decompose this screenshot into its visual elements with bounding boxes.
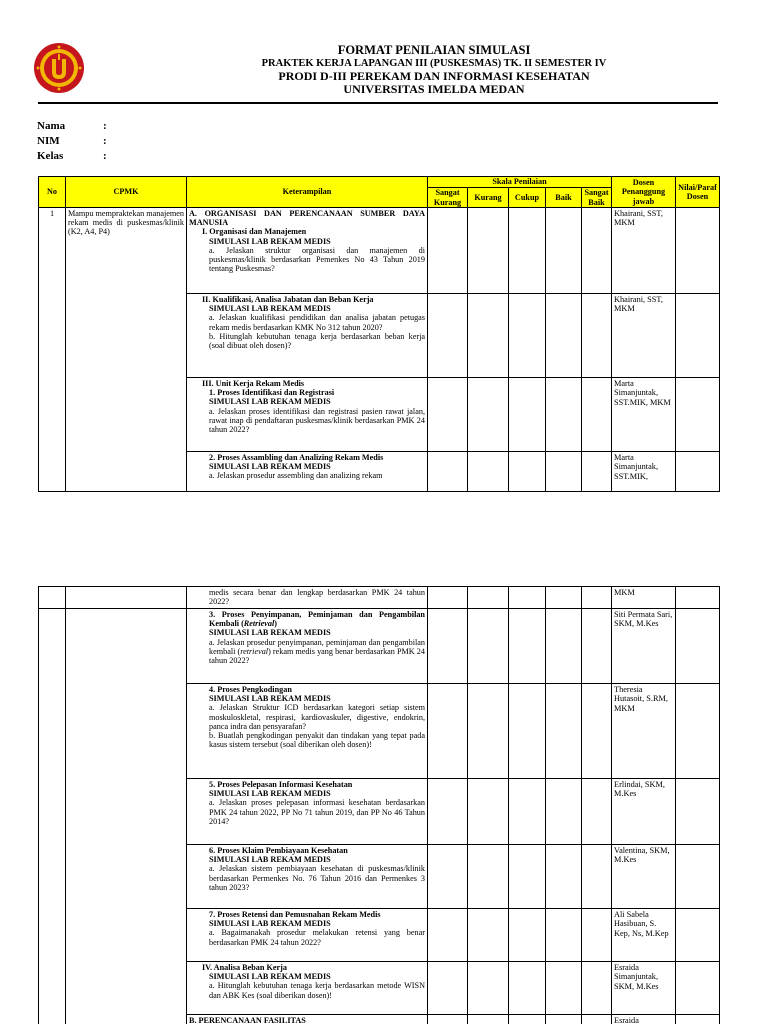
score-cell[interactable] [468,962,509,1015]
score-cell[interactable] [546,845,582,909]
lecturer-name: Marta Simanjuntak, SST.MIK, MKM [612,378,676,452]
document-title: FORMAT PENILAIAN SIMULASI [337,43,531,57]
item-subheading: 2. Proses Assambling dan Analizing Rekam Medis [209,453,384,462]
cpmk-cell [66,609,187,1024]
score-cell[interactable] [428,909,468,962]
signature-cell[interactable] [676,684,720,779]
lab-label: SIMULASI LAB REKAM MEDIS [209,919,331,929]
lab-label: SIMULASI LAB REKAM MEDIS [209,236,331,246]
skill-item [187,378,428,452]
program-line: PRAKTEK KERJA LAPANGAN III (PUSKESMAS) TK. II SEMESTER IV [261,58,607,69]
score-cell[interactable] [546,378,582,452]
skill-item [187,208,428,294]
score-cell[interactable] [468,684,509,779]
signature-cell[interactable] [676,845,720,909]
score-cell[interactable] [582,378,612,452]
col-cukup: Cukup [509,188,546,208]
skill-item [187,779,428,845]
score-cell[interactable] [509,1015,546,1024]
signature-cell[interactable] [676,909,720,962]
score-cell[interactable] [428,208,468,294]
col-baik: Baik [546,188,582,208]
score-cell[interactable] [582,452,612,492]
score-cell[interactable] [468,294,509,378]
item-heading: IV. Analisa Beban Kerja [202,963,287,972]
score-cell[interactable] [428,684,468,779]
nim-colon: : [103,135,107,147]
score-cell[interactable] [546,452,582,492]
nama-label: Nama [37,120,66,132]
score-cell[interactable] [509,962,546,1015]
score-cell[interactable] [509,294,546,378]
score-cell[interactable] [582,208,612,294]
signature-cell[interactable] [676,208,720,294]
signature-cell[interactable] [676,962,720,1015]
item-question: a. Jelaskan proses identifikasi dan registrasi pasien rawat jalan, rawat inap di pendaftaran puskesmas/klinik berdasarkan PMK 24 tahun 2022? [209,406,425,435]
score-cell[interactable] [546,1015,582,1024]
score-cell[interactable] [428,452,468,492]
item-question: a. Jelaskan prosedur assembling dan analizing rekam [209,471,383,481]
kelas-colon: : [103,150,107,162]
score-cell[interactable] [428,779,468,845]
score-cell[interactable] [509,452,546,492]
item-heading: III. Unit Kerja Rekam Medis [202,379,305,388]
item-question: a. Hitunglah kebutuhan tenaga kerja berdasarkan metode WISN dan ABK Kes (soal diberikan dosen)! [209,981,425,1000]
signature-cell[interactable] [676,1015,720,1024]
item-question: b. Hitunglah kebutuhan tenaga kerja berdasarkan beban kerja (soal dibuat oleh dosen)? [209,331,425,351]
score-cell[interactable] [582,962,612,1015]
score-cell[interactable] [428,962,468,1015]
university-line: UNIVERSITAS IMELDA MEDAN [343,82,525,96]
signature-cell[interactable] [676,378,720,452]
score-cell[interactable] [468,452,509,492]
lecturer-name: Esraida Simanjuntak, SKM, M.Kes [612,962,676,1015]
score-cell[interactable] [468,208,509,294]
assessment-table-continued [38,586,720,1024]
table-row [39,208,720,294]
score-cell[interactable] [428,294,468,378]
signature-cell[interactable] [676,294,720,378]
nim-label: NIM [37,135,60,147]
score-cell[interactable] [428,1015,468,1024]
header-divider [38,102,718,104]
lab-label: SIMULASI LAB REKAM MEDIS [209,972,331,982]
score-cell[interactable] [509,587,546,609]
col-kurang: Kurang [468,188,509,208]
kelas-label: Kelas [37,150,64,162]
lab-label: SIMULASI LAB REKAM MEDIS [209,397,331,407]
skill-item [187,909,428,962]
lecturer-name: Marta Simanjuntak, SST.MIK, [612,452,676,492]
score-cell[interactable] [509,779,546,845]
document-page-2 [0,586,768,1024]
score-cell[interactable] [509,684,546,779]
lab-label: SIMULASI LAB REKAM MEDIS [209,789,331,799]
item-question: a. Jelaskan sistem pembiayaan kesehatan di puskesmas/klinik berdasarkan Permenkes No. 76 Tahun 2016 dan Permenkes 3 tahun 2023? [209,864,425,892]
item-question: a. Jelaskan prosedur penyimpanan, peminjaman dan pengambilan kembali (retrieval) rekam medis yang benar berdasarkan PMK 24 tahun 2022? [209,637,425,666]
lecturer-name: Theresia Hutasoit, S.RM, MKM [612,684,676,779]
col-no: No [39,177,66,208]
score-cell[interactable] [546,962,582,1015]
item-subheading: 4. Proses Pengkodingan [209,685,292,694]
score-cell[interactable] [509,208,546,294]
item-question: a. Jelaskan struktur organisasi dan manajemen di puskesmas/klinik berdasarkan Pemenkes No 43 Tahun 2019 tentang Puskesmas? [209,245,425,274]
signature-cell[interactable] [676,587,720,609]
item-subheading: 1. Proses Identifikasi dan Registrasi [209,388,335,398]
score-cell[interactable] [509,378,546,452]
lab-label: SIMULASI LAB REKAM MEDIS [209,304,331,314]
lecturer-name: MKM [612,587,676,609]
score-cell[interactable] [509,609,546,684]
skill-item [187,962,428,1015]
score-cell[interactable] [468,587,509,609]
document-page-1 [0,0,768,508]
score-cell[interactable] [582,587,612,609]
assessment-table [38,176,720,492]
skill-item [187,587,428,609]
skill-item [187,845,428,909]
lab-label: SIMULASI LAB REKAM MEDIS [209,462,331,472]
col-keterampilan: Keterampilan [187,177,428,208]
cpmk-cell [66,587,187,609]
col-sangat-baik: Sangat Baik [582,188,612,208]
nama-colon: : [103,120,107,132]
item-subheading: 6. Proses Klaim Pembiayaan Kesehatan [209,846,348,855]
score-cell[interactable] [546,587,582,609]
lecturer-name: Esraida [612,1015,676,1024]
item-heading: I. Organisasi dan Manajemen [202,227,307,237]
score-cell[interactable] [582,684,612,779]
lecturer-name: Siti Permata Sari, SKM, M.Kes [612,609,676,684]
score-cell[interactable] [509,909,546,962]
score-cell[interactable] [546,609,582,684]
score-cell[interactable] [582,294,612,378]
item-heading: II. Kualifikasi, Analisa Jabatan dan Beban Kerja [202,295,374,304]
no-cell [39,609,66,1024]
score-cell[interactable] [582,1015,612,1024]
skill-item [187,609,428,684]
score-cell[interactable] [468,909,509,962]
score-cell[interactable] [546,208,582,294]
score-cell[interactable] [428,587,468,609]
score-cell[interactable] [468,609,509,684]
score-cell[interactable] [582,909,612,962]
score-cell[interactable] [428,378,468,452]
col-nilai-paraf: Nilai/Paraf Dosen [676,177,720,208]
lecturer-name: Ali Sabela Hasibuan, S. Kep, Ns, M.Kep [612,909,676,962]
section-heading: B. PERENCANAAN FASILITAS [189,1016,306,1024]
no-cell [39,587,66,609]
score-cell[interactable] [468,1015,509,1024]
signature-cell[interactable] [676,452,720,492]
item-subheading: 7. Proses Retensi dan Pemusnahan Rekam Medis [209,910,381,919]
score-cell[interactable] [582,845,612,909]
signature-cell[interactable] [676,779,720,845]
score-cell[interactable] [582,609,612,684]
lab-label: SIMULASI LAB REKAM MEDIS [209,694,331,704]
score-cell[interactable] [546,779,582,845]
university-logo [33,42,85,94]
lecturer-name: Khairani, SST, MKM [612,294,676,378]
score-cell[interactable] [546,294,582,378]
score-cell[interactable] [428,609,468,684]
col-cpmk: CPMK [66,177,187,208]
lecturer-name: Valentina, SKM, M.Kes [612,845,676,909]
section-heading: A. ORGANISASI DAN PERENCANAAN SUMBER DAYA MANUSIA [189,209,425,228]
score-cell[interactable] [582,779,612,845]
col-skala-penilaian: Skala Penilaian [428,177,612,188]
col-sangat-kurang: Sangat Kurang [428,188,468,208]
table-row [39,587,720,609]
score-cell[interactable] [509,845,546,909]
score-cell[interactable] [428,845,468,909]
score-cell[interactable] [546,909,582,962]
cpmk-text: Mampu mempraktekan manajemen rekam medis di puskesmas/klinik (K2, A4, P4) [66,208,187,492]
skill-item [187,684,428,779]
col-dosen: Dosen Penanggung jawab [612,177,676,208]
item-question: a. Bagaimanakah prosedur melakukan retensi yang benar berdasarkan PMK 24 tahun 2022? [209,928,425,947]
skill-item [187,1015,428,1024]
lab-label: SIMULASI LAB REKAM MEDIS [209,628,331,638]
lecturer-name: Erlindai, SKM, M.Kes [612,779,676,845]
item-subheading: 3. Proses Penyimpanan, Peminjaman dan Pengambilan Kembali (Retrieval) [209,610,425,629]
item-question: a. Jelaskan kualifikasi pendidikan dan analisa jabatan petugas rekam medis berdasarkan KMK No 312 tahun 2020? [209,313,425,332]
item-question: a. Jelaskan Struktur ICD berdasarkan kategori setiap sistem moskuloskletal, respirasi, kardiovaskuler, digestive, endokrin, panca indra dan pensyarafan? [209,703,425,731]
table-row [39,609,720,684]
lecturer-name: Khairani, SST, MKM [612,208,676,294]
score-cell[interactable] [468,845,509,909]
item-question: a. Jelaskan proses pelepasan informasi kesehatan berdasarkan PMK 24 tahun 2022, PP No 71 tahun 2019, dan PP No 46 Tahun 2014? [209,798,425,826]
signature-cell[interactable] [676,609,720,684]
score-cell[interactable] [468,378,509,452]
item-subheading: 5. Proses Pelepasan Informasi Kesehatan [209,780,353,789]
skill-item [187,294,428,378]
skill-item [187,452,428,492]
score-cell[interactable] [468,779,509,845]
score-cell[interactable] [546,684,582,779]
row-number: 1 [39,208,66,492]
item-question: b. Buatlah pengkodingan penyakit dan tindakan yang tepat pada kasus sistem tersebut (soal diberikan oleh dosen)! [209,731,425,750]
lab-label: SIMULASI LAB REKAM MEDIS [209,855,331,865]
prodi-line: PRODI D-III PEREKAM DAN INFORMASI KESEHATAN [278,69,590,83]
item-question: medis secara benar dan lengkap berdasarkan PMK 24 tahun 2022? [209,588,425,607]
